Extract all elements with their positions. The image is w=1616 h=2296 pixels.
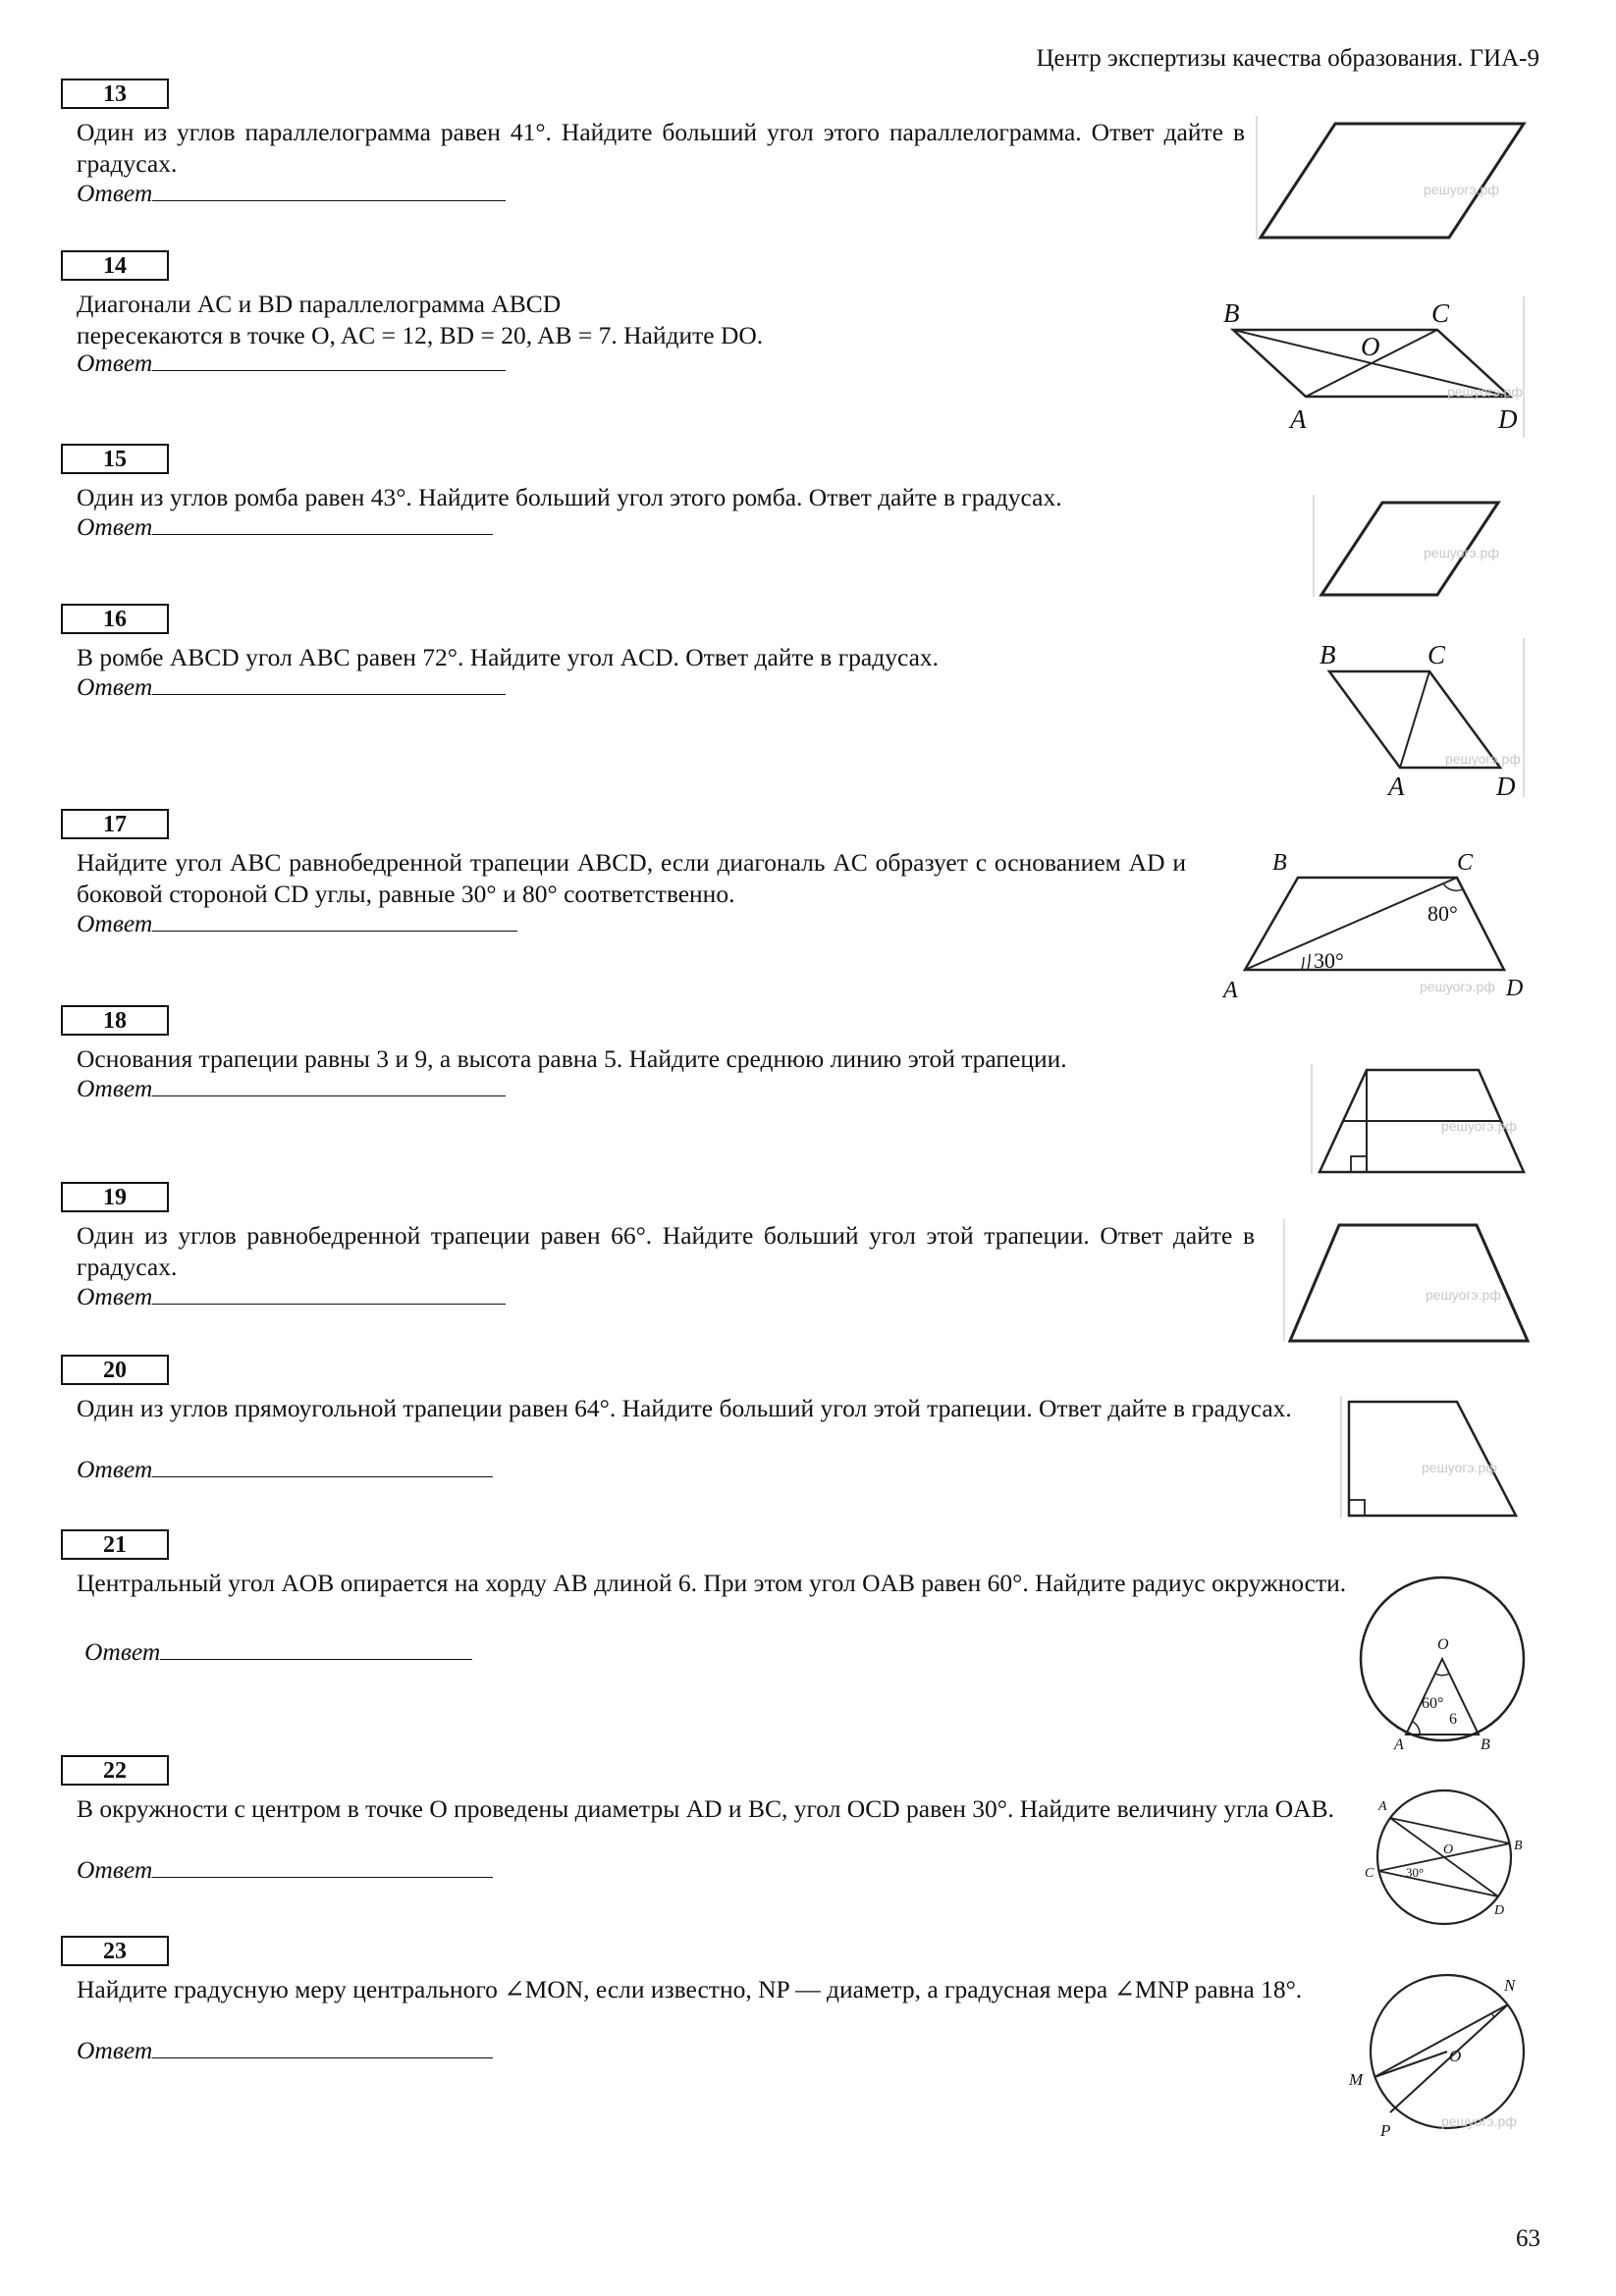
circle-diameter-angle-figure xyxy=(1343,1967,1535,2144)
vertex-label: D xyxy=(1496,772,1516,801)
problem-text-line: Диагонали AC и BD параллелограмма ABCD xyxy=(77,290,562,318)
watermark: решуогэ.рф xyxy=(1424,545,1499,561)
watermark: решуогэ.рф xyxy=(1422,1460,1497,1475)
answer-field[interactable] xyxy=(77,1282,506,1311)
vertex-label: N xyxy=(1504,1976,1516,1995)
side-label: 6 xyxy=(1449,1711,1457,1728)
angle-label: 60° xyxy=(1422,1695,1444,1712)
answer-field[interactable] xyxy=(84,1637,472,1667)
rhombus-diagonal-figure xyxy=(1306,636,1532,803)
vertex-label: P xyxy=(1380,2121,1391,2140)
vertex-label: B xyxy=(1481,1736,1490,1751)
vertex-label: D xyxy=(1498,404,1518,434)
vertex-label: C xyxy=(1457,850,1474,876)
problem-text xyxy=(77,289,1157,351)
angle-label: 30° xyxy=(1314,948,1344,973)
problem-number: 21 xyxy=(61,1529,169,1560)
problem-text-line: пересекаются в точке O, AC = 12, BD = 20, AB = 7. Найдите DO. xyxy=(77,321,764,349)
vertex-label: O xyxy=(1449,2047,1462,2065)
vertex-label: B xyxy=(1272,850,1287,876)
problem-number: 19 xyxy=(61,1182,169,1212)
answer-label: Ответ xyxy=(77,1282,153,1310)
watermark: решуогэ.рф xyxy=(1441,1118,1517,1134)
vertex-label: O xyxy=(1443,1842,1454,1857)
answer-label: Ответ xyxy=(84,1637,161,1666)
problem-text: В ромбе ABCD угол ABC равен 72°. Найдите угол ACD. Ответ дайте в градусах. xyxy=(77,643,940,671)
watermark: решуогэ.рф xyxy=(1447,384,1523,400)
isosceles-trapezoid-figure-2 xyxy=(1282,1217,1532,1345)
problem-text: Центральный угол AOB опирается на хорду AB длиной 6. При этом угол OAB равен 60°. Найдите радиус окружности. xyxy=(77,1569,1347,1597)
answer-label: Ответ xyxy=(77,348,153,377)
problem-number: 14 xyxy=(61,250,169,281)
problem-text: Один из углов параллелограмма равен 41°. Найдите больший угол этого параллелограмма. Ответ дайте в градусах. xyxy=(77,118,1245,178)
vertex-label: M xyxy=(1349,2070,1364,2089)
watermark: решуогэ.рф xyxy=(1424,182,1499,197)
answer-field[interactable] xyxy=(77,2036,493,2065)
vertex-label: C xyxy=(1365,1866,1374,1881)
vertex-label: D xyxy=(1494,1903,1505,1918)
vertex-label: A xyxy=(1394,1736,1404,1751)
watermark: решуогэ.рф xyxy=(1445,751,1521,767)
problem-text: Один из углов прямоугольной трапеции равен 64°. Найдите больший угол этой трапеции. Ответ дайте в градусах. xyxy=(77,1394,1292,1422)
answer-label: Ответ xyxy=(77,512,153,541)
vertex-label: C xyxy=(1431,298,1450,328)
problem-number: 15 xyxy=(61,444,169,474)
vertex-label: B xyxy=(1223,298,1240,328)
answer-label: Ответ xyxy=(77,2036,153,2064)
rhombus-figure xyxy=(1312,493,1543,601)
answer-label: Ответ xyxy=(77,909,153,937)
answer-field[interactable] xyxy=(77,1455,493,1484)
problem-number: 16 xyxy=(61,604,169,634)
problem-number: 20 xyxy=(61,1355,169,1385)
vertex-label: A xyxy=(1378,1799,1387,1814)
watermark: решуогэ.рф xyxy=(1441,2113,1517,2129)
vertex-label: B xyxy=(1514,1839,1523,1853)
problem-number: 17 xyxy=(61,809,169,839)
isosceles-trapezoid-figure xyxy=(1213,848,1537,1005)
problem-text: Найдите градусную меру центрального ∠MON, если известно, NP — диаметр, а градусная мера ∠MNP равна 18°. xyxy=(77,1975,1303,2003)
answer-field[interactable] xyxy=(77,1855,493,1885)
answer-field[interactable] xyxy=(77,1074,506,1103)
page-number: 63 xyxy=(1516,2225,1540,2252)
circle-diameters-figure xyxy=(1355,1787,1532,1934)
answer-field[interactable] xyxy=(77,179,506,208)
vertex-label: B xyxy=(1320,640,1336,669)
problem-number: 13 xyxy=(61,79,169,109)
parallelogram-diagonals-figure xyxy=(1213,294,1528,442)
parallelogram-figure xyxy=(1255,116,1530,241)
problem-number: 22 xyxy=(61,1755,169,1786)
answer-field[interactable] xyxy=(77,672,506,702)
problem-text: Найдите угол ABC равнобедренной трапеции ABCD, если диагональ AC образует с основанием AD и боковой стороной CD углы, равные 30° и 80° соответственно. xyxy=(77,848,1186,908)
vertex-label: O xyxy=(1437,1636,1449,1653)
answer-field[interactable] xyxy=(77,512,493,542)
answer-label: Ответ xyxy=(77,1855,153,1884)
vertex-label: A xyxy=(1290,404,1307,434)
vertex-label: D xyxy=(1506,976,1524,1001)
angle-label: 30° xyxy=(1406,1865,1425,1880)
problem-text: Основания трапеции равны 3 и 9, а высота равна 5. Найдите среднюю линию этой трапеции. xyxy=(77,1044,1067,1073)
watermark: решуогэ.рф xyxy=(1420,979,1495,994)
answer-label: Ответ xyxy=(77,179,153,207)
answer-field[interactable] xyxy=(77,348,506,378)
watermark: решуогэ.рф xyxy=(1426,1287,1501,1303)
vertex-label: A xyxy=(1388,772,1405,801)
answer-label: Ответ xyxy=(77,1455,153,1483)
vertex-label: C xyxy=(1427,640,1446,669)
problem-text: В окружности с центром в точке O проведены диаметры AD и BC, угол OCD равен 30°. Найдите величину угла OAB. xyxy=(77,1794,1334,1823)
vertex-label: O xyxy=(1361,332,1380,361)
problem-number: 23 xyxy=(61,1936,169,1966)
problem-text: Один из углов равнобедренной трапеции равен 66°. Найдите больший угол этой трапеции. Ответ дайте в градусах. xyxy=(77,1221,1255,1281)
answer-field[interactable] xyxy=(77,909,517,938)
answer-label: Ответ xyxy=(77,672,153,701)
trapezoid-midline-figure xyxy=(1310,1062,1532,1178)
problem-text: Один из углов ромба равен 43°. Найдите больший угол этого ромба. Ответ дайте в градусах. xyxy=(77,483,1062,511)
vertex-label: A xyxy=(1223,978,1238,1003)
page-header: Центр экспертизы качества образования. ГИА-9 xyxy=(1036,45,1539,72)
right-trapezoid-figure xyxy=(1339,1394,1526,1522)
angle-label: 80° xyxy=(1427,901,1458,926)
circle-central-angle-figure xyxy=(1355,1575,1532,1751)
problem-number: 18 xyxy=(61,1005,169,1036)
answer-label: Ответ xyxy=(77,1074,153,1102)
